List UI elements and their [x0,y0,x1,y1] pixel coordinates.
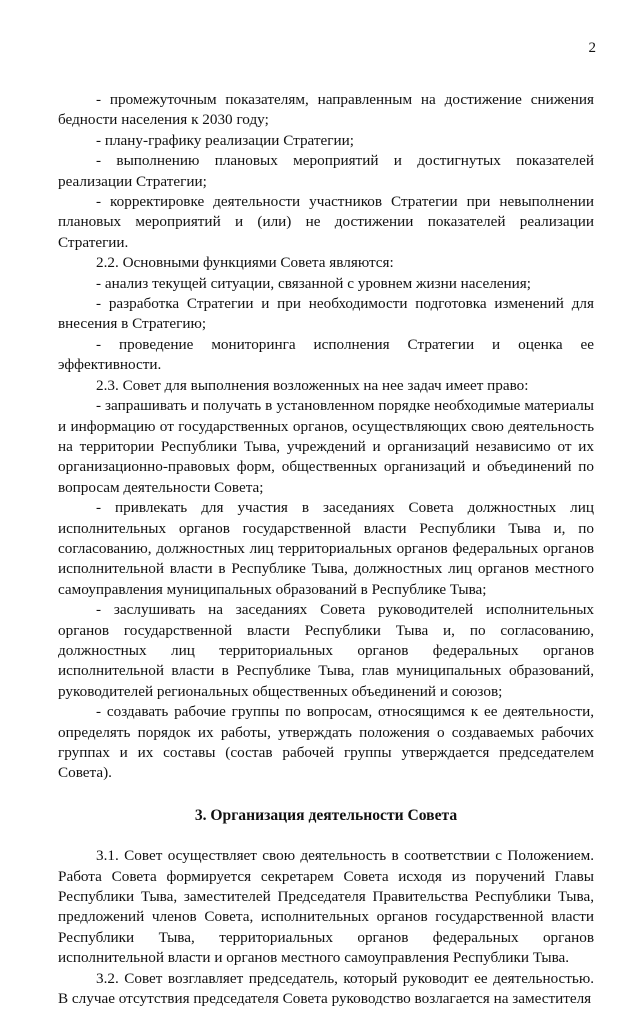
paragraph: 3.2. Совет возглавляет председатель, который руководит ее деятельностью. В случае отсутствия председателя Совета руководство возлагается на заместителя [58,969,594,1008]
paragraph: - анализ текущей ситуации, связанной с уровнем жизни населения; [96,274,531,292]
paragraph: - плану-графику реализации Стратегии; [96,131,354,149]
section-heading: 3. Организация деятельности Совета [194,806,458,824]
paragraph: - разработка Стратегии и при необходимости подготовка изменений для внесения в Стратегию; [58,295,594,333]
paragraph: - запрашивать и получать в установленном порядке необходимые материалы и информацию от государственных органов, осуществляющих свою деятельность на территории Республики Тыва, учреждений и организаций независимо от их организационно-правовых форм, общественных организаций и объединений по вопросам деятельности Совета; [58,397,594,496]
paragraph: - создавать рабочие группы по вопросам, относящимся к ее деятельности, определять порядок их работы, утверждать положения о создаваемых рабочих группах и их составы (состав рабочей группы утверждается председателем Совета). [58,703,594,782]
paragraph: - корректировке деятельности участников Стратегии при невыполнении плановых мероприятий и (или) не достижении показателей реализации Стратегии. [58,193,594,251]
paragraph: - проведение мониторинга исполнения Стратегии и оценка ее эффективности. [58,335,594,374]
paragraph: - заслушивать на заседаниях Совета руководителей исполнительных органов государственной власти Республики Тыва и, по согласованию, должностных лиц территориальных органов федеральных органов исполнительной власти в Республике Тыва, глав муниципальных образований, руководителей региональных общественных объединений и союзов; [58,601,594,700]
page-number: 2 [588,40,596,56]
spacer [58,784,594,798]
paragraph: 2.3. Совет для выполнения возложенных на нее задач имеет право: [96,376,529,394]
paragraph: 2.2. Основными функциями Совета являются: [96,254,394,272]
document-body [58,90,594,1009]
paragraph: - промежуточным показателям, направленным на достижение снижения бедности населения к 2030 году; [58,91,594,129]
paragraph: 3.1. Совет осуществляет свою деятельность в соответствии с Положением. Работа Совета формируется секретарем Совета исходя из поручений Главы Республики Тыва, заместителей Председателя Правительства Республики Тыва, предложений членов Совета, исполнительных органов государственной власти Республики Тыва, территориальных органов федеральных органов исполнительной власти и органов местного самоуправления Республики Тыва. [58,847,594,967]
paragraph: - выполнению плановых мероприятий и достигнутых показателей реализации Стратегии; [58,152,594,190]
paragraph: - привлекать для участия в заседаниях Совета должностных лиц исполнительных органов государственной власти Республики Тыва и, по согласованию, должностных лиц территориальных органов федеральных органов исполнительной власти в Республике Тыва, должностных лиц органов местного самоуправления муниципальных образований в Республике Тыва; [58,499,594,598]
